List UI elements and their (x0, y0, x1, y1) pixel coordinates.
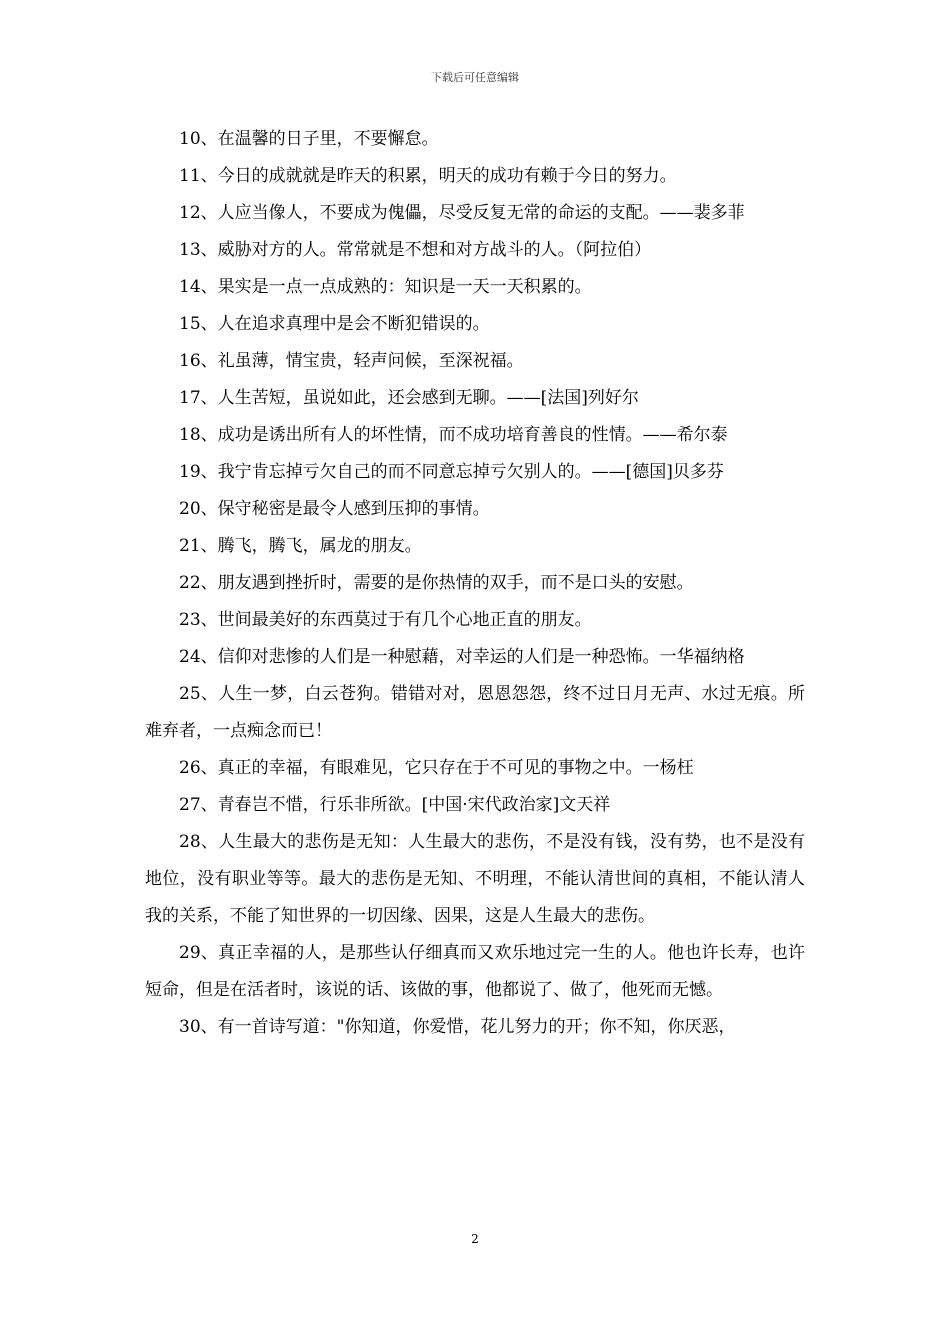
page-number: 2 (471, 1232, 479, 1246)
paragraph-29: 29、真正幸福的人，是那些认仔细真而又欢乐地过完一生的人。他也许长寿，也许短命，但是在活者时，该说的话、该做的事，他都说了、做了，他死而无憾。 (145, 943, 805, 1000)
paragraph-27: 27、青春岂不惜，行乐非所欲。[中国·宋代政治家]文天祥 (179, 795, 611, 815)
paragraph-25: 25、人生一梦，白云苍狗。错错对对，恩恩怨怨，终不过日月无声、水过无痕。所难弃者，一点痴念而已！ (145, 684, 805, 741)
paragraph-24: 24、信仰对悲惨的人们是一种慰藉，对幸运的人们是一种恐怖。一华福纳格 (179, 647, 745, 667)
paragraph-23: 23、世间最美好的东西莫过于有几个心地正直的朋友。 (179, 610, 592, 630)
paragraph-13: 13、威胁对方的人。常常就是不想和对方战斗的人。（阿拉伯） (179, 240, 652, 260)
page-header: 下载后可任意编辑 (431, 71, 519, 84)
paragraph-15: 15、人在追求真理中是会不断犯错误的。 (179, 314, 490, 334)
paragraph-12: 12、人应当像人，不要成为傀儡，尽受反复无常的命运的支配。——裴多菲 (179, 203, 745, 223)
document-body (145, 121, 805, 1046)
paragraph-20: 20、保守秘密是最令人感到压抑的事情。 (179, 499, 490, 519)
paragraph-10: 10、在温馨的日子里，不要懈怠。 (179, 129, 439, 149)
paragraph-22: 22、朋友遇到挫折时，需要的是你热情的双手，而不是口头的安慰。 (179, 573, 694, 593)
paragraph-26: 26、真正的幸福，有眼难见，它只存在于不可见的事物之中。一杨枉 (179, 758, 694, 778)
paragraph-19: 19、我宁肯忘掉亏欠自己的而不同意忘掉亏欠别人的。——[德国]贝多芬 (179, 462, 724, 482)
paragraph-18: 18、成功是诱出所有人的坏性情，而不成功培育善良的性情。——希尔泰 (179, 425, 728, 445)
paragraph-28: 28、人生最大的悲伤是无知：人生最大的悲伤，不是没有钱，没有势，也不是没有地位，没有职业等等。最大的悲伤是无知、不明理，不能认清世间的真相，不能认清人我的关系，不能了知世界的一切因缘、因果，这是人生最大的悲伤。 (145, 832, 805, 926)
paragraph-11: 11、今日的成就就是昨天的积累，明天的成功有赖于今日的努力。 (179, 166, 677, 186)
paragraph-21: 21、腾飞，腾飞，属龙的朋友。 (179, 536, 422, 556)
paragraph-30: 30、有一首诗写道："你知道，你爱惜，花儿努力的开；你不知，你厌恶， (179, 1017, 736, 1037)
paragraph-17: 17、人生苦短，虽说如此，还会感到无聊。——[法国]列好尔 (179, 388, 639, 408)
paragraph-14: 14、果实是一点一点成熟的：知识是一天一天积累的。 (179, 277, 592, 297)
paragraph-16: 16、礼虽薄，情宝贵，轻声问候，至深祝福。 (179, 351, 524, 371)
